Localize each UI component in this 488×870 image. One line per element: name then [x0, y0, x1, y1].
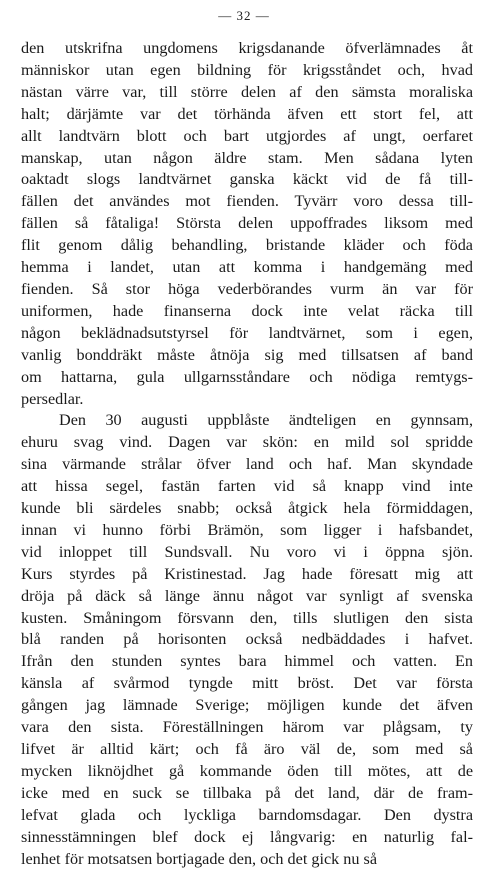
text-line: lifvet är alltid kärt; och få äro väl de, som med så — [21, 740, 473, 758]
text-line: persedlar. — [21, 389, 84, 408]
text-line: nästan värre var, till större delen af den sämsta moraliska — [21, 82, 473, 101]
text-line: uniformen, hade finanserna dock inte velat räcka till — [21, 301, 473, 320]
text-line: blå randen på horisonten också nedbäddades i hafvet. — [21, 630, 473, 649]
text-line: känsla af svårmod tyngde mitt bröst. Det var första — [21, 674, 473, 693]
text-line: kusten. Småningom försvann den, tills slutligen den sista — [21, 608, 473, 627]
text-line: att hissa segel, fastän farten vid så knapp vind inte — [21, 477, 473, 496]
text-line: allt landtvärn blott och bart utgjordes af ungt, oerfaret — [21, 126, 473, 145]
text-line: människor utan egen bildning för krigsståndet och, hvad — [21, 60, 473, 79]
text-line: manskap, utan någon äldre stam. Men sådana lyten — [21, 148, 473, 167]
text-line: kunde bli särdeles snabb; också åtgick hela förmiddagen, — [21, 499, 473, 518]
text-line: lefvat glada och lyckliga barndomsdagar. Den dystra — [21, 805, 473, 824]
text-line: Kurs styrdes på Kristinestad. Jag hade föresatt mig att — [21, 564, 473, 583]
text-line: dröja på däck så länge ännu något var synligt af svenska — [21, 586, 473, 605]
body-text — [21, 38, 473, 870]
text-line: fällen det användes mot fienden. Tyvärr voro dessa till- — [21, 192, 473, 211]
text-line: hemma i landet, utan att komma i handgemäng med — [21, 258, 473, 277]
text-line: innan vi hunno förbi Brämön, som ligger i hafsbandet, — [21, 520, 473, 539]
text-line: om hattarna, gula ullgarnsståndare och nödiga remtygs- — [21, 367, 473, 386]
text-line: fällen så fåtaliga! Största delen uppoffrades liksom med — [21, 214, 473, 233]
paragraph — [21, 38, 473, 410]
text-line: icke med en suck se tillbaka på det land, där de fram- — [21, 783, 473, 802]
text-line: flit genom dålig behandling, bristande kläder och föda — [21, 236, 473, 255]
text-line: den utskrifna ungdomens krigsdanande öfverlämnades åt — [21, 39, 473, 57]
paragraph — [21, 410, 473, 870]
text-line: Ifrån den stunden syntes bara himmel och vatten. En — [21, 652, 473, 671]
text-line: oaktadt slogs landtvärnet ganska käckt vid de få till- — [21, 170, 473, 189]
text-line: vanlig bonddräkt måste åtnöja sig med tillsatsen af band — [21, 345, 473, 364]
page-number: — 32 — — [218, 8, 270, 23]
text-line: någon beklädnadsutstyrsel för landtvärnet, som i egen, — [21, 323, 473, 342]
text-line: fienden. Så stor höga vederbörandes vurm än var för — [21, 279, 473, 298]
text-line: gången jag lämnade Sverige; möjligen kunde det äfven — [21, 696, 473, 715]
text-line: Den 30 augusti uppblåste ändteligen en gynnsam, — [59, 411, 473, 430]
text-line: ehuru svag vind. Dagen var skön: en mild sol spridde — [21, 433, 473, 452]
text-line: sina värmande strålar öfver land och haf. Man skyndade — [21, 455, 473, 474]
text-line: halt; därjämte var det törhända äfven ett stort fel, att — [21, 104, 473, 123]
text-line: mycken liknöjdhet gå kommande öden till mötes, att de — [21, 761, 473, 780]
text-line: sinnesstämningen blef dock ej långvarig: en naturlig fal- — [21, 827, 473, 846]
text-line: vid inloppet till Sundsvall. Nu voro vi i öppna sjön. — [21, 542, 473, 561]
text-line: vara den sista. Föreställningen härom var plågsam, ty — [21, 718, 473, 737]
text-line: lenhet för motsatsen bortjagade den, och det gick nu så — [21, 849, 378, 868]
